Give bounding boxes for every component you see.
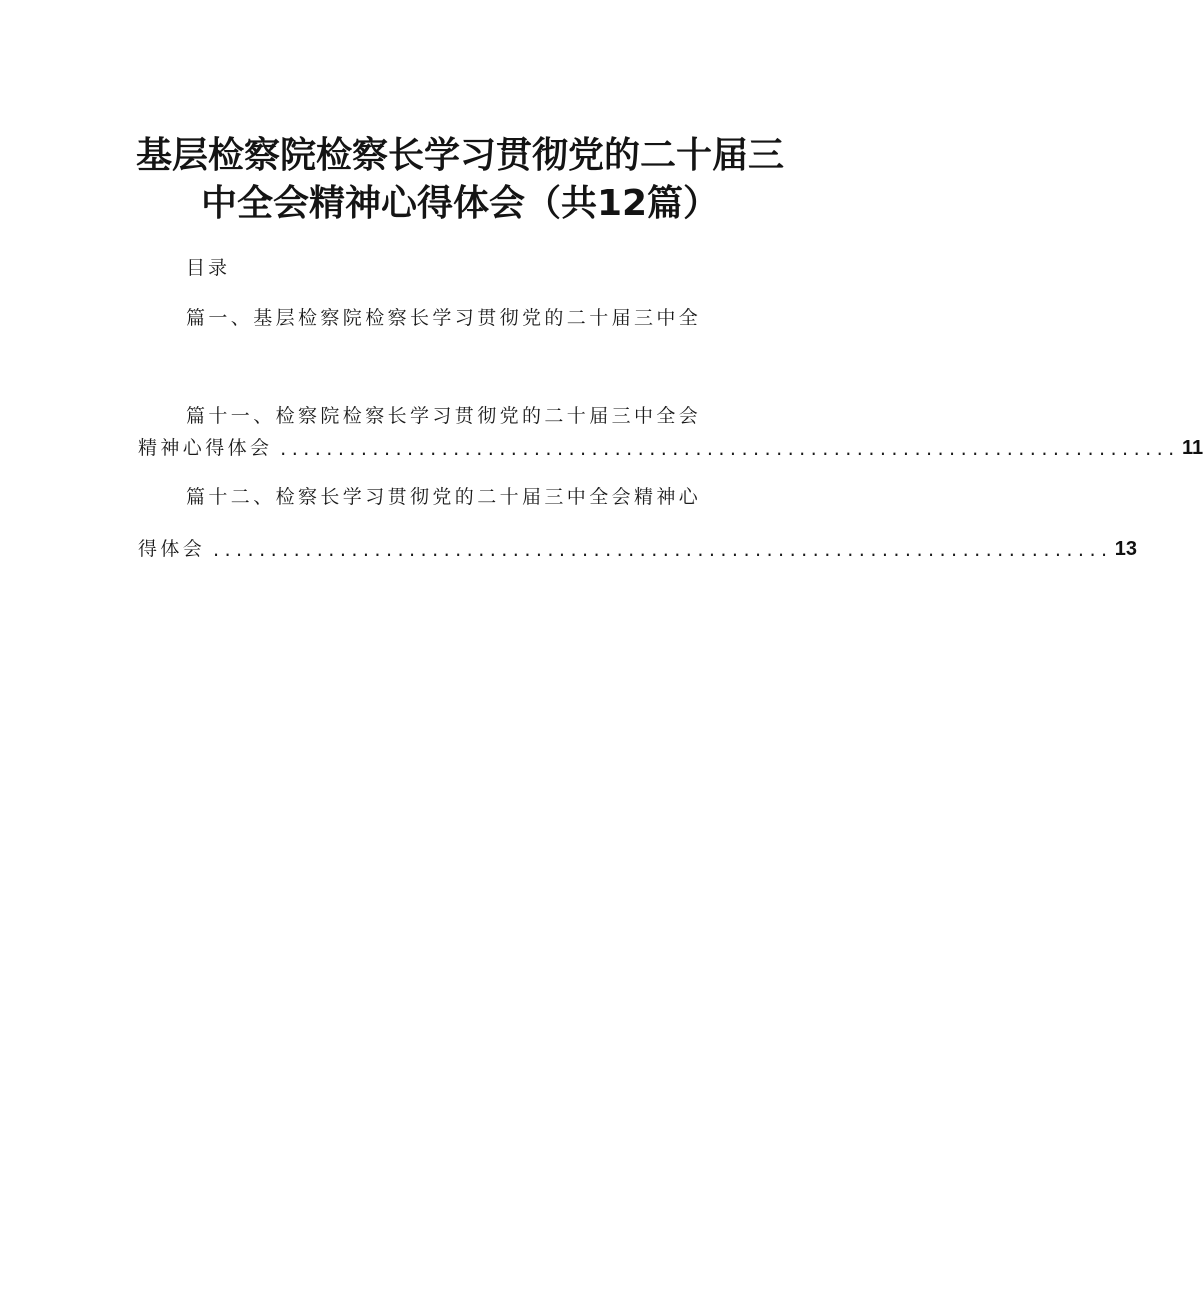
toc-entry-11-page-number: 11: [1181, 437, 1203, 459]
toc-entry-12-leader: ..............................................................................: [211, 541, 1111, 560]
toc-entry-11-row[interactable]: [138, 433, 1203, 461]
toc-entry-11-title[interactable]: 篇十一、检察院检察长学习贯彻党的二十届三中全会: [186, 405, 702, 427]
toc-heading: 目录: [186, 257, 231, 279]
toc-entry-11-leader: ..............................................................................: [278, 440, 1178, 459]
toc-entry-12-row[interactable]: [138, 534, 1138, 562]
toc-entry-11-title-continued: 精神心得体会: [138, 437, 273, 459]
toc-entry-12-page-number: 13: [1114, 538, 1138, 560]
document-title-line-2: 中全会精神心得体会（共12篇）: [200, 183, 720, 224]
toc-entry-1-title[interactable]: 篇一、基层检察院检察长学习贯彻党的二十届三中全: [186, 307, 702, 329]
toc-entry-12-title-continued: 得体会: [138, 538, 206, 560]
document-title-line-1: 基层检察院检察长学习贯彻党的二十届三: [135, 135, 784, 176]
toc-entry-12-title[interactable]: 篇十二、检察长学习贯彻党的二十届三中全会精神心: [186, 486, 702, 508]
